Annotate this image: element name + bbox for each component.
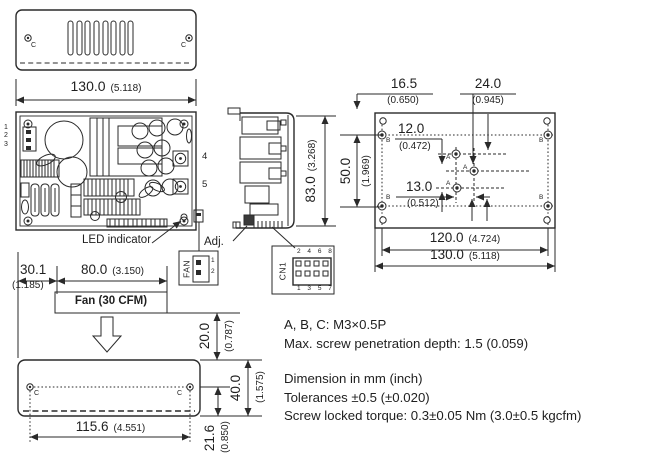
edge-to-a-inch: (0.945) xyxy=(472,95,504,106)
c-span-inch: (4.551) xyxy=(113,423,146,434)
base-width-inch: (5.118) xyxy=(468,251,500,262)
fan-width-mm: 80.0 xyxy=(81,262,108,277)
fan-width-dim xyxy=(60,263,165,277)
b-span-h-dim xyxy=(400,231,530,245)
screw-a-label: A xyxy=(446,154,451,161)
screw-b-label: B xyxy=(539,137,544,144)
fan-width-inch: (3.150) xyxy=(112,266,144,277)
front-view-lineart xyxy=(16,10,196,70)
notes-screw-block xyxy=(284,316,528,353)
cn1-pins-bottom-label: 1 3 5 7 xyxy=(297,285,335,292)
a-pitch-2-mm: 13.0 xyxy=(406,179,433,194)
edge-to-a-mm: 24.0 xyxy=(474,76,502,91)
pot-5-label: 5 xyxy=(202,179,208,190)
a-pitch-2-inch: (0.512) xyxy=(407,198,439,209)
base-width-mm: 130.0 xyxy=(430,247,464,262)
down-arrow-icon xyxy=(93,317,121,352)
base-depth-inch: (1.575) xyxy=(254,371,266,403)
side-view-lineart xyxy=(228,108,294,228)
edge-to-b-inch: (0.650) xyxy=(387,95,419,106)
edge-to-b-mm: 16.5 xyxy=(390,76,418,91)
c-to-front-inch: (0.850) xyxy=(219,421,231,453)
front-width-inch: (5.118) xyxy=(110,83,142,94)
fan-to-base-mm: 20.0 xyxy=(196,322,212,350)
fan-pin-2-label: 2 xyxy=(211,268,215,275)
c-span-dim xyxy=(48,420,173,434)
input-pin-2-label: 2 xyxy=(4,132,8,139)
height-inch: (3.268) xyxy=(306,139,318,172)
base-depth-mm: 40.0 xyxy=(227,374,243,402)
c-to-front-mm: 21.6 xyxy=(201,424,217,452)
note-tolerances: Tolerances ±0.5 (±0.020) xyxy=(284,389,430,405)
screw-b-label: B xyxy=(386,194,391,201)
a-pitch-1-mm: 12.0 xyxy=(398,121,425,136)
c-span-mm: 115.6 xyxy=(75,419,109,434)
note-penetration: Max. screw penetration depth: 1.5 (0.059) xyxy=(284,335,529,351)
input-pin-1-label: 1 xyxy=(4,124,8,131)
front-width-dim xyxy=(36,79,176,94)
cn1-pins-top-label: 2 4 6 8 xyxy=(297,248,335,255)
b-span-v-mm: 50.0 xyxy=(337,157,353,185)
top-view-lineart xyxy=(16,112,203,230)
b-span-v-inch: (1.969) xyxy=(360,155,372,187)
front-screw-c-right-label: C xyxy=(181,42,187,49)
adj-label: Adj. xyxy=(204,236,224,248)
b-span-h-inch: (4.724) xyxy=(468,234,501,245)
pot-4-label: 4 xyxy=(202,151,208,162)
led-offset-mm: 30.1 xyxy=(20,262,47,277)
cn1-connector-label: CN1 xyxy=(277,261,288,281)
base-width-dim xyxy=(397,248,533,262)
height-mm: 83.0 xyxy=(302,176,318,203)
input-pin-3-label: 3 xyxy=(4,141,8,148)
b-span-h-mm: 120.0 xyxy=(429,230,464,245)
fan-pin-1-label: 1 xyxy=(211,257,215,264)
front-screw-c-left-label: C xyxy=(31,42,37,49)
screw-b-label: B xyxy=(539,194,544,201)
front-width-mm: 130.0 xyxy=(70,78,106,94)
led-offset-inch: (1.185) xyxy=(12,280,44,291)
a-pitch-1-inch: (0.472) xyxy=(399,141,431,152)
fan-connector-label: FAN xyxy=(181,259,192,279)
screw-b-label: B xyxy=(386,137,391,144)
bottom-screw-c-left-label: C xyxy=(34,390,40,397)
led-indicator-label: LED indicator xyxy=(82,234,152,246)
note-torque: Screw locked torque: 0.3±0.05 Nm (3.0±0.5 kgcfm) xyxy=(284,408,582,423)
screw-a-label: A xyxy=(446,180,451,187)
fan-area-label: Fan (30 CFM) xyxy=(74,295,148,307)
note-screw-spec: A, B, C: M3×0.5P xyxy=(284,317,387,332)
fan-to-base-inch: (0.787) xyxy=(223,320,235,352)
bottom-screw-c-right-label: C xyxy=(177,390,183,397)
note-dimension-unit: Dimension in mm (inch) xyxy=(284,371,423,386)
notes-general-block xyxy=(284,370,581,426)
height-dim xyxy=(304,140,318,203)
screw-a-label: A xyxy=(463,164,468,171)
